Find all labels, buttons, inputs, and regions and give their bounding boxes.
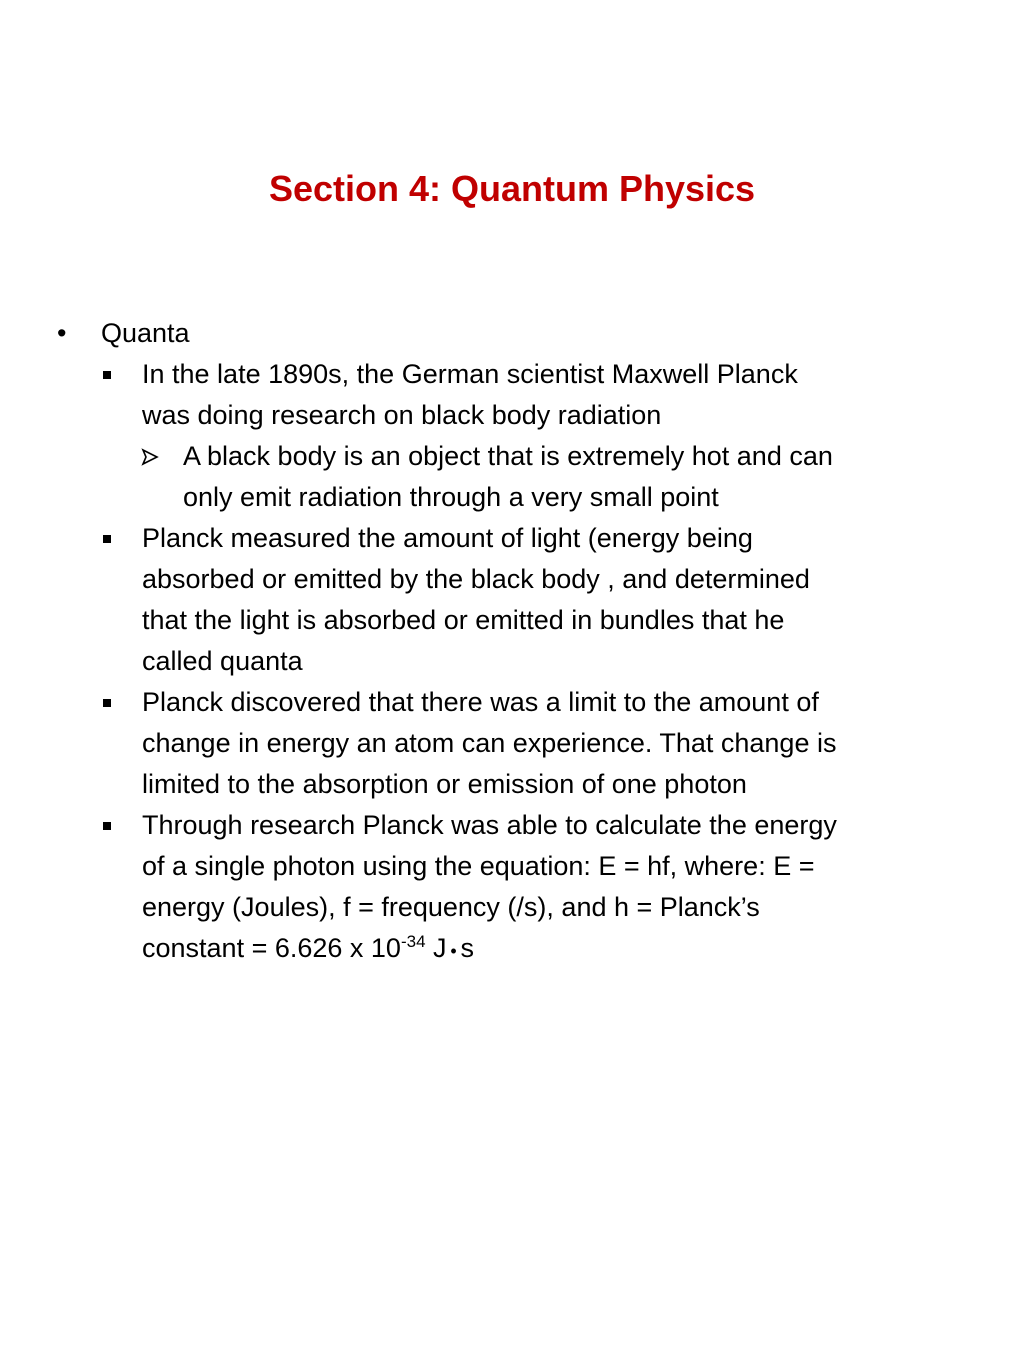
- text-line: was doing research on black body radiation: [142, 400, 662, 430]
- square-bullet-icon: [101, 518, 142, 559]
- text-line: Planck measured the amount of light (energy being: [142, 523, 753, 553]
- sub-bullet-item: [0, 518, 1024, 682]
- unit-second: s: [460, 933, 475, 963]
- text-line: limited to the absorption or emission of one photon: [142, 769, 747, 799]
- text-line: change in energy an atom can experience. That change is: [142, 728, 837, 758]
- text-line: that the light is absorbed or emitted in bundles that he: [142, 605, 785, 635]
- text-line-constant: [142, 928, 1024, 972]
- sub-bullet-item: [0, 682, 1024, 805]
- text-line: In the late 1890s, the German scientist Maxwell Planck: [142, 359, 798, 389]
- text-line: called quanta: [142, 646, 303, 676]
- text-line: of a single photon using the equation: E = hf, where: E =: [142, 851, 815, 881]
- exponent: -34: [400, 932, 426, 951]
- unit-joule: J: [433, 933, 447, 963]
- unit-dot: •: [450, 941, 457, 961]
- text-line: Through research Planck was able to calculate the energy: [142, 810, 837, 840]
- sub-bullet-item: [0, 805, 1024, 972]
- text-line: absorbed or emitted by the black body , and determined: [142, 564, 810, 594]
- slide-content: [0, 313, 1024, 972]
- arrowhead-bullet-icon: [139, 436, 165, 477]
- text-line: only emit radiation through a very small point: [183, 482, 719, 512]
- bullet-item-quanta: [0, 313, 1024, 354]
- text-line: energy (Joules), f = frequency (/s), and h = Planck’s: [142, 892, 760, 922]
- sub-bullet-item: [0, 354, 1024, 436]
- text-line: Planck discovered that there was a limit to the amount of: [142, 687, 819, 717]
- text-line: A black body is an object that is extremely hot and can: [183, 441, 833, 471]
- square-bullet-icon: [101, 354, 142, 395]
- constant-prefix: constant = 6.626 x 10: [142, 933, 401, 963]
- slide-title: Section 4: Quantum Physics: [268, 168, 756, 209]
- square-bullet-icon: [101, 805, 142, 846]
- round-bullet-icon: •: [57, 318, 67, 348]
- sub-sub-bullet-item: [0, 436, 1024, 518]
- bullet-text: Quanta: [101, 318, 190, 348]
- square-bullet-icon: [101, 682, 142, 723]
